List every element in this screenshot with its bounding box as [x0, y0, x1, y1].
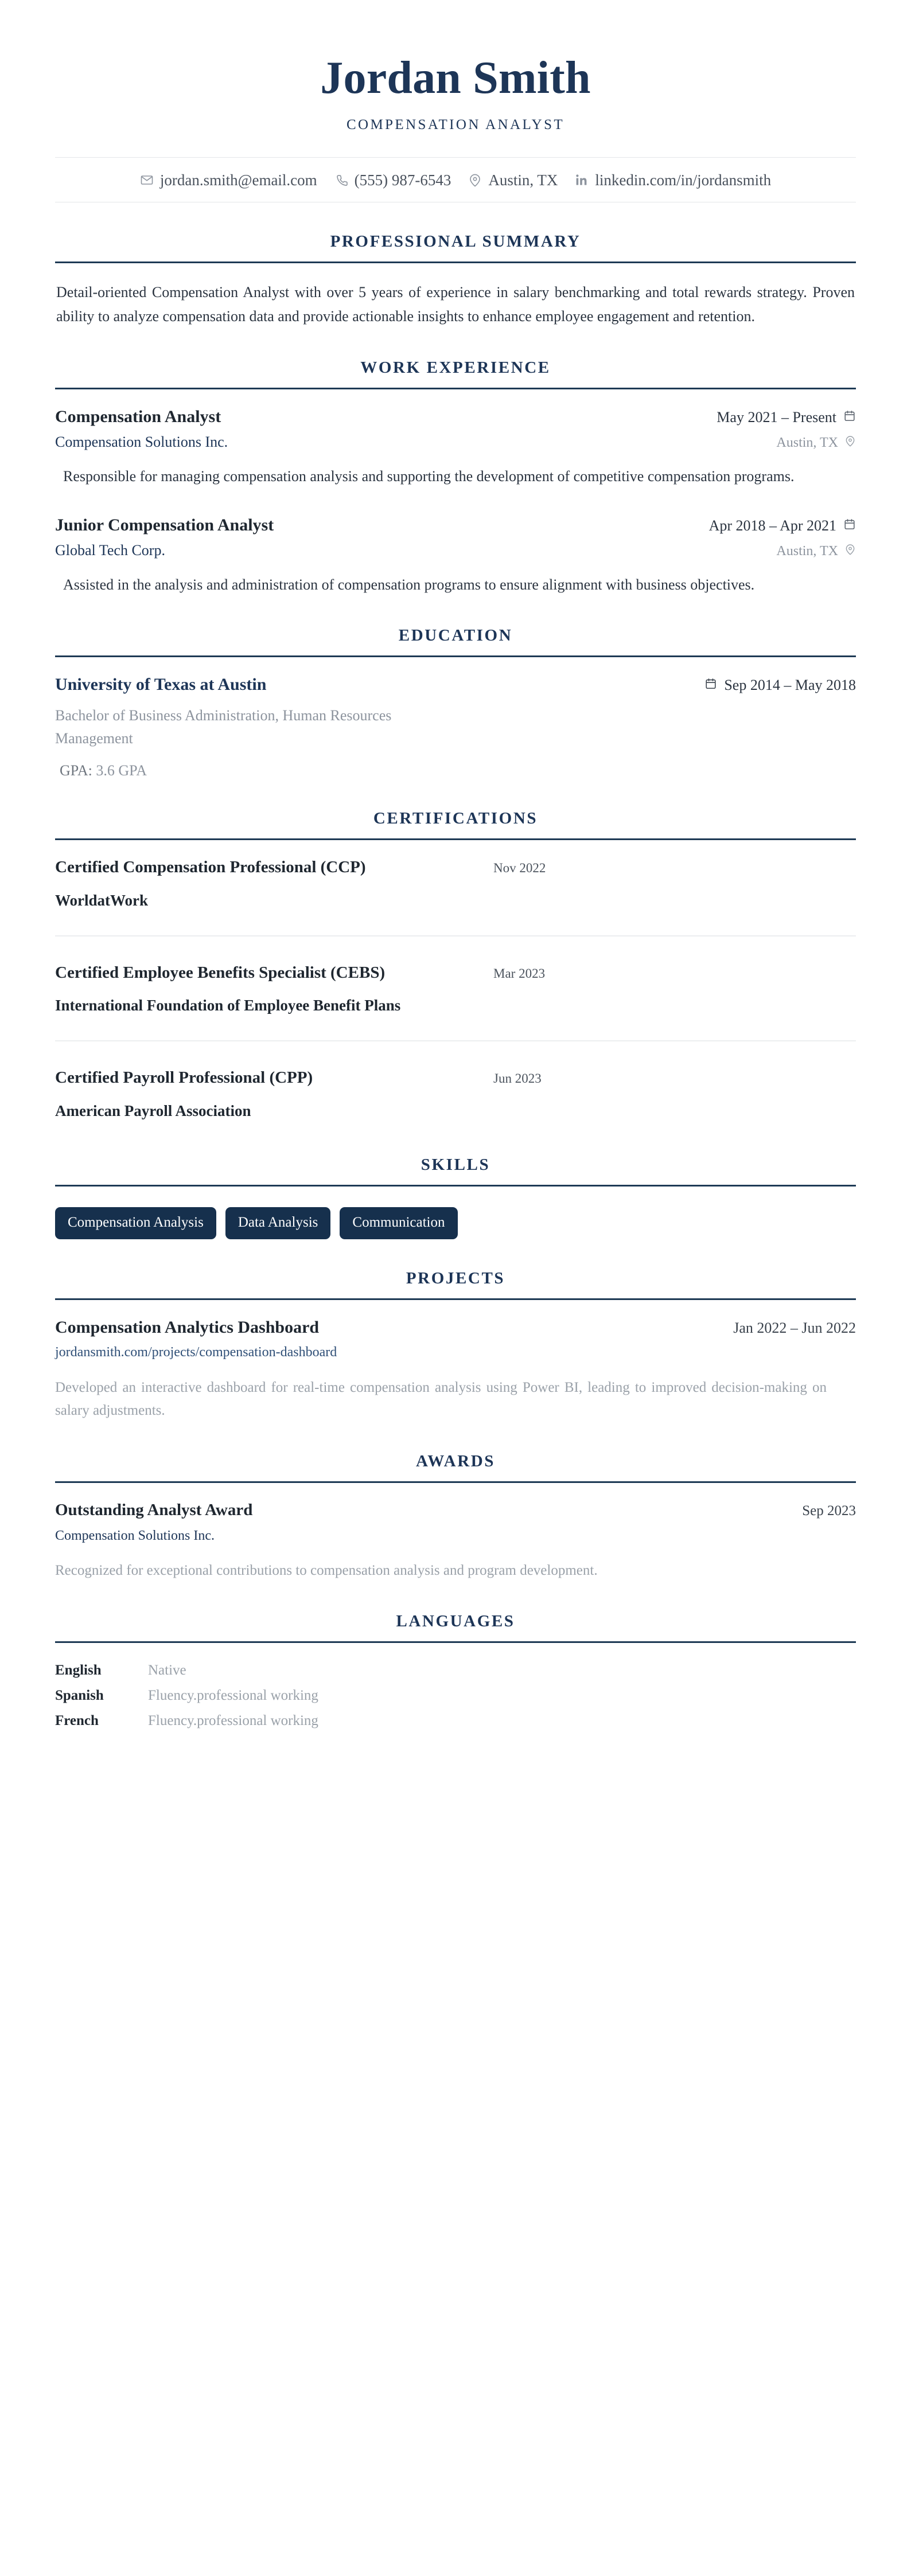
- award-item: [55, 1500, 856, 1582]
- contact-phone[interactable]: [334, 173, 451, 188]
- certification-issuer: WorldatWork: [55, 892, 149, 910]
- language-level: Native: [148, 1662, 186, 1678]
- summary-text: Detail-oriented Compensation Analyst with over 5 years of experience in salary benchmarking and total rewards strategy. Proven ability to analyze compensation data and provide actionable insights to enhance employee engagement and retention.: [56, 283, 855, 325]
- language-item: [55, 1713, 856, 1729]
- section-title-experience: WORK EXPERIENCE: [360, 358, 551, 377]
- section-languages: [55, 1612, 856, 1729]
- experience-position: Junior Compensation Analyst: [55, 515, 274, 534]
- experience-date-text: Apr 2018 – Apr 2021: [708, 517, 836, 534]
- contact-bar: [55, 157, 856, 202]
- phone-icon: [334, 173, 348, 187]
- candidate-name: Jordan Smith: [320, 53, 591, 103]
- section-title-skills: SKILLS: [421, 1155, 490, 1174]
- experience-date-text: May 2021 – Present: [717, 408, 836, 426]
- skill-chip: Compensation Analysis: [55, 1207, 216, 1239]
- education-school: University of Texas at Austin: [55, 675, 267, 694]
- envelope-icon: [140, 173, 154, 187]
- project-name: Compensation Analytics Dashboard: [55, 1317, 320, 1337]
- section-title-certifications: CERTIFICATIONS: [373, 809, 538, 828]
- certification-name: Certified Payroll Professional (CPP): [55, 1068, 313, 1087]
- experience-date: [717, 408, 856, 426]
- experience-location-text: Austin, TX: [776, 435, 838, 450]
- experience-company: Global Tech Corp.: [55, 541, 165, 559]
- section-projects: [55, 1269, 856, 1422]
- section-title-projects: PROJECTS: [406, 1269, 505, 1287]
- languages-list: [55, 1660, 856, 1729]
- section-title-education: EDUCATION: [398, 626, 513, 645]
- section-skills: [55, 1156, 856, 1239]
- section-title-languages: LANGUAGES: [396, 1611, 515, 1630]
- experience-item: [55, 515, 856, 597]
- experience-description: Responsible for managing compensation analysis and supporting the development of competitive compensation programs.: [63, 468, 795, 485]
- certification-item: [55, 936, 856, 1041]
- language-name: French: [55, 1712, 99, 1728]
- project-item: [55, 1317, 856, 1422]
- section-work-experience: [55, 358, 856, 597]
- skill-chip: Communication: [340, 1207, 457, 1239]
- language-item: [55, 1688, 856, 1704]
- experience-date: [709, 517, 856, 534]
- project-url-link[interactable]: jordansmith.com/projects/compensation-dashboard: [55, 1344, 337, 1360]
- certification-item: [55, 857, 856, 936]
- experience-item: [55, 407, 856, 489]
- language-level: Fluency.professional working: [148, 1712, 318, 1728]
- resume-header: [55, 0, 856, 202]
- experience-location: [776, 544, 856, 559]
- map-pin-icon: [844, 544, 856, 559]
- calendar-icon: [843, 408, 856, 426]
- award-description: Recognized for exceptional contributions to compensation analysis and program development.: [55, 1562, 598, 1578]
- education-gpa: [55, 762, 856, 779]
- certification-name: Certified Compensation Professional (CCP): [55, 858, 366, 877]
- experience-company: Compensation Solutions Inc.: [55, 433, 228, 450]
- certification-name: Certified Employee Benefits Specialist (CEBS): [55, 963, 386, 982]
- education-gpa-label: GPA:: [60, 762, 92, 779]
- education-degree: Bachelor of Business Administration, Human Resources Management: [55, 707, 392, 747]
- language-item: [55, 1662, 856, 1679]
- award-organization: Compensation Solutions Inc.: [55, 1528, 215, 1543]
- certification-date: Jun 2023: [493, 1071, 542, 1086]
- contact-linkedin[interactable]: [575, 173, 771, 188]
- project-date: Jan 2022 – Jun 2022: [733, 1319, 856, 1336]
- section-title-awards: AWARDS: [415, 1451, 496, 1470]
- candidate-role: COMPENSATION ANALYST: [346, 116, 565, 132]
- education-item: [55, 674, 856, 779]
- education-date: [704, 677, 856, 694]
- page-bottom-whitespace: [55, 1729, 856, 2245]
- contact-location: [468, 173, 558, 188]
- award-date: Sep 2023: [802, 1502, 856, 1519]
- certification-item: [55, 1041, 856, 1126]
- language-name: English: [55, 1662, 102, 1678]
- section-education: [55, 626, 856, 779]
- project-description: Developed an interactive dashboard for real-time compensation analysis using Power BI, leading to improved decision-making on salary adjustments.: [55, 1379, 827, 1418]
- skills-list: [55, 1204, 856, 1239]
- experience-description: Assisted in the analysis and administration of compensation programs to ensure alignment with business objectives.: [63, 576, 755, 593]
- certification-date: Nov 2022: [493, 861, 546, 876]
- skill-chip: Data Analysis: [225, 1207, 331, 1239]
- award-name: Outstanding Analyst Award: [55, 1500, 253, 1519]
- language-level: Fluency.professional working: [148, 1687, 318, 1703]
- certification-date: Mar 2023: [493, 966, 546, 981]
- certification-issuer: International Foundation of Employee Benefit Plans: [55, 997, 401, 1014]
- linkedin-icon: [575, 173, 589, 187]
- contact-linkedin-text: linkedin.com/in/jordansmith: [595, 171, 772, 189]
- contact-phone-text: (555) 987-6543: [354, 171, 451, 189]
- experience-position: Compensation Analyst: [55, 407, 221, 426]
- map-pin-icon: [468, 173, 482, 187]
- education-date-text: Sep 2014 – May 2018: [724, 677, 856, 694]
- section-awards: [55, 1452, 856, 1582]
- section-professional-summary: [55, 232, 856, 329]
- contact-email[interactable]: [140, 173, 317, 188]
- education-gpa-value: 3.6 GPA: [96, 762, 147, 779]
- contact-location-text: Austin, TX: [488, 171, 558, 189]
- experience-location: [776, 435, 856, 451]
- experience-location-text: Austin, TX: [776, 543, 838, 559]
- section-title-summary: PROFESSIONAL SUMMARY: [330, 232, 581, 251]
- contact-email-text: jordan.smith@email.com: [159, 171, 317, 189]
- calendar-icon: [704, 677, 717, 694]
- calendar-icon: [843, 517, 856, 534]
- map-pin-icon: [844, 435, 856, 451]
- language-name: Spanish: [55, 1687, 104, 1703]
- section-certifications: [55, 809, 856, 1126]
- certification-issuer: American Payroll Association: [55, 1102, 251, 1119]
